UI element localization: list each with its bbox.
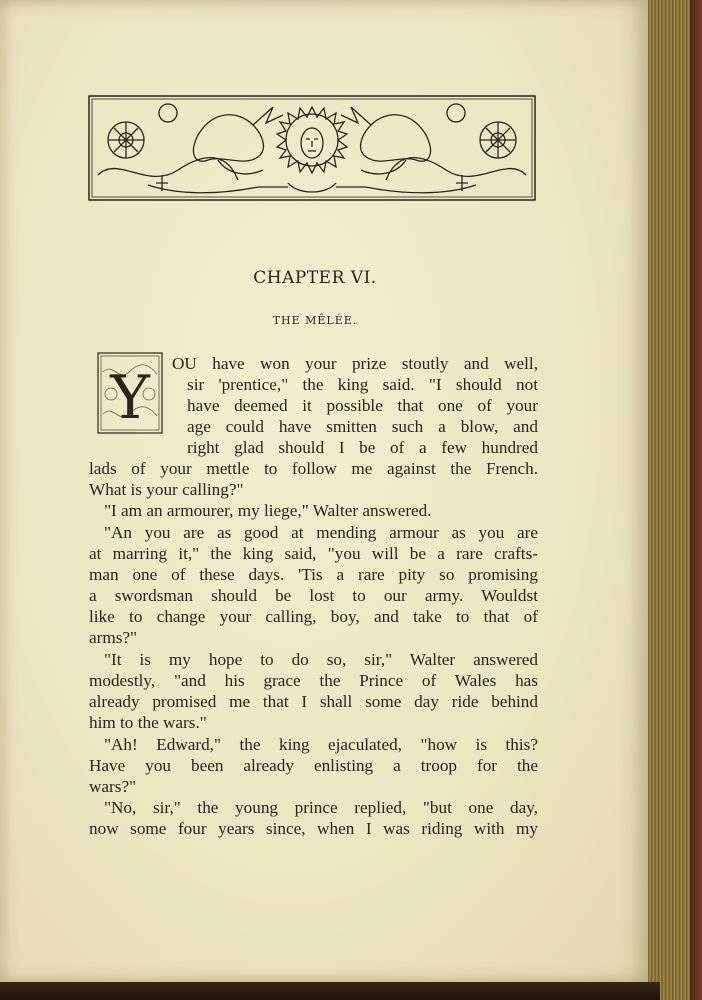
- text-line: a swordsman should be lost to our army. Wouldst: [89, 586, 538, 605]
- text-line: wars?": [89, 777, 137, 796]
- text-line: modestly, "and his grace the Prince of Wales has: [89, 671, 538, 690]
- text-line: like to change your calling, boy, and take to that of: [89, 607, 538, 626]
- book-page-edge: [648, 0, 702, 1000]
- text-line: "No, sir," the young prince replied, "but one day,: [104, 798, 538, 817]
- text-line: at marring it," the king said, "you will be a rare crafts-: [89, 544, 538, 563]
- text-line: now some four years since, when I was riding with my: [89, 819, 538, 838]
- text-line: "Ah! Edward," the king ejaculated, "how is this?: [104, 735, 538, 754]
- chapter-title: CHAPTER VI.: [253, 268, 377, 288]
- text-line: Have you been already enlisting a troop for the: [89, 756, 538, 775]
- text-line: "I am an armourer, my liege," Walter answered.: [104, 501, 432, 520]
- text-line: have deemed it possible that one of your: [187, 396, 538, 415]
- text-line: What is your calling?": [89, 480, 244, 499]
- book-bottom-edge: [0, 982, 660, 1000]
- text-line: "An you are as good at mending armour as you are: [104, 523, 538, 542]
- dropcap-letter-text: Y: [110, 363, 150, 433]
- text-line: man one of these days. 'Tis a rare pity so promising: [89, 565, 538, 584]
- text-line: him to the wars.": [89, 713, 207, 732]
- section-title: THE MÊLÉE.: [272, 314, 358, 327]
- text-line: "It is my hope to do so, sir," Walter answered: [104, 650, 538, 669]
- text-line: lads of your mettle to follow me against the French.: [89, 459, 538, 478]
- text-line: age could have smitten such a blow, and: [187, 417, 538, 436]
- text-line: sir 'prentice," the king said. "I should not: [187, 375, 538, 394]
- text-line: OU have won your prize stoutly and well,: [172, 354, 538, 373]
- text-line: right glad should I be of a few hundred: [187, 438, 538, 457]
- text-line: already promised me that I shall some day ride behind: [89, 692, 538, 711]
- text-line: arms?": [89, 628, 138, 647]
- book-cover-rim: [690, 0, 702, 1000]
